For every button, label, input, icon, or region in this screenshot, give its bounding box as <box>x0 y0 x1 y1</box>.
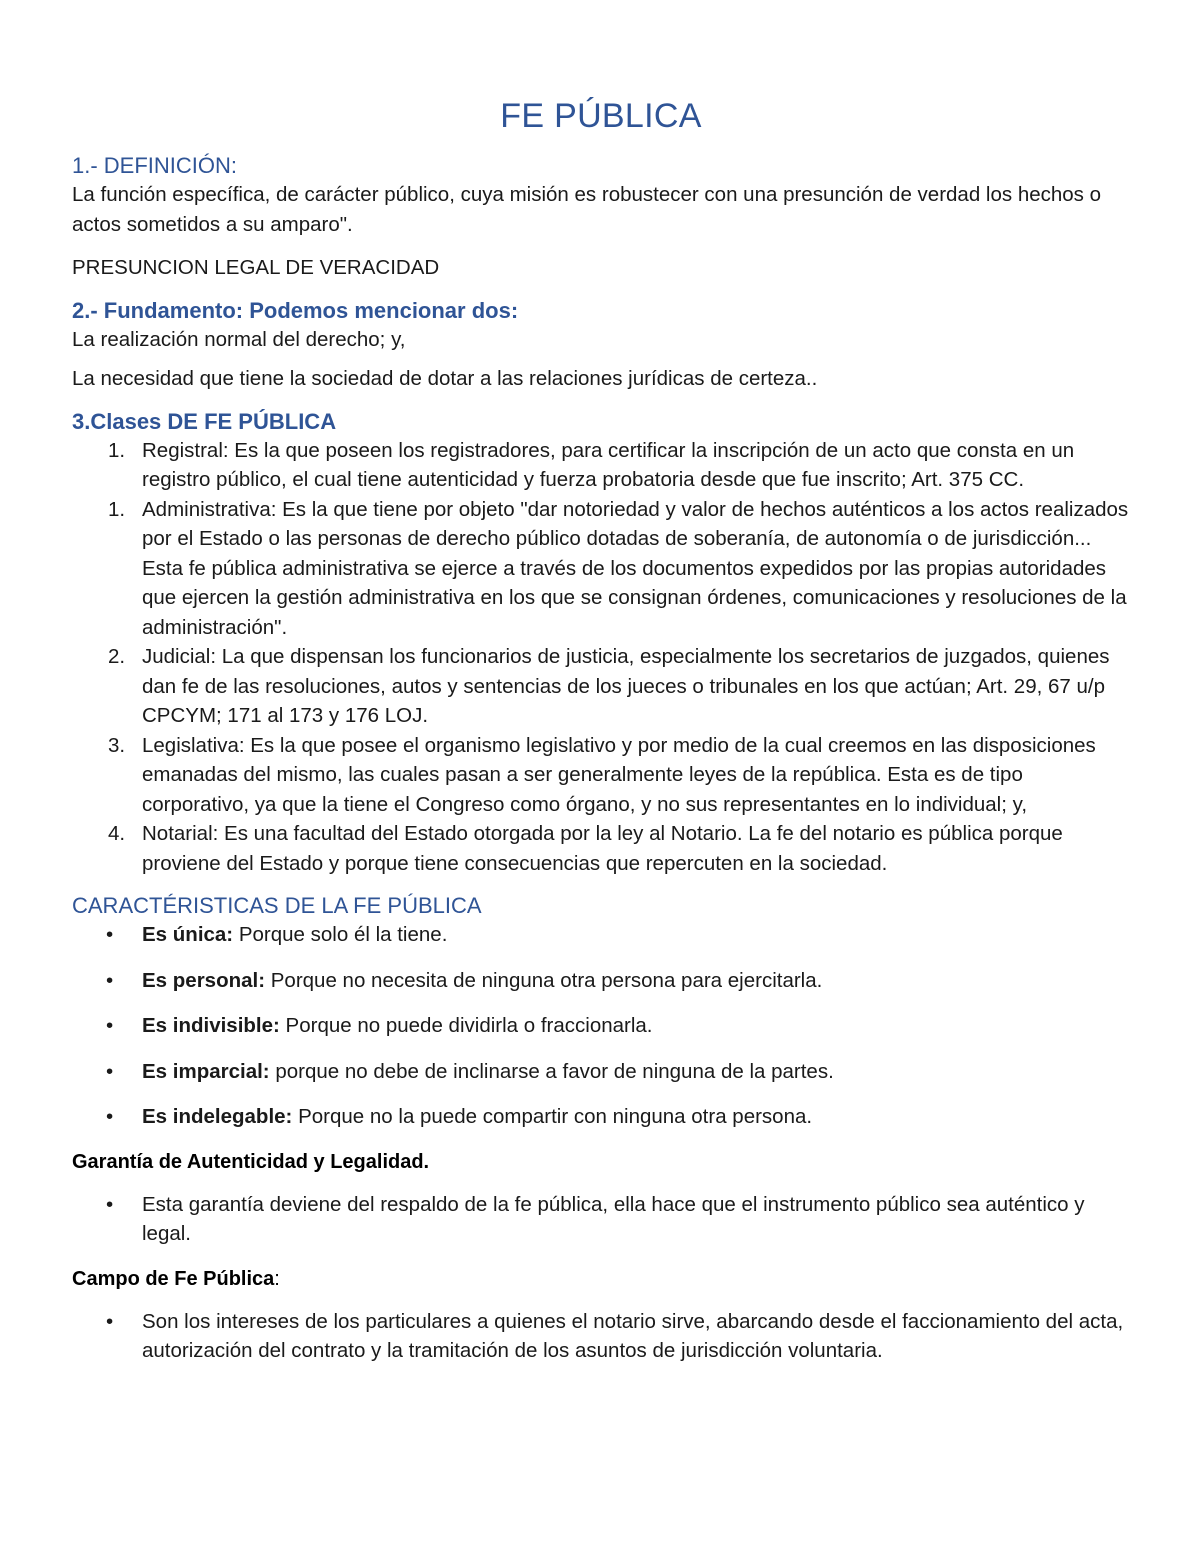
list-item <box>72 1102 1130 1132</box>
list-item <box>72 1057 1130 1087</box>
list-item-label: Es única: <box>142 923 234 946</box>
list-item-label: Es indelegable: <box>142 1105 293 1128</box>
list-item-label: Es indivisible: <box>142 1014 280 1037</box>
list-item-text: Esta garantía deviene del respaldo de la fe pública, ella hace que el instrumento público sea auténtico y legal. <box>142 1192 1085 1245</box>
section-clases <box>72 408 1130 879</box>
list-item <box>72 920 1130 950</box>
list-item-text: Porque no la puede compartir con ninguna otra persona. <box>292 1105 813 1128</box>
section-fundamento <box>72 297 1130 394</box>
list-number: 2. <box>108 645 126 668</box>
section-campo <box>72 1265 1130 1366</box>
list-item <box>72 1307 1130 1366</box>
list-item <box>72 642 1130 731</box>
caracteristicas-list <box>72 920 1130 1132</box>
list-item-text: Son los intereses de los particulares a quienes el notario sirve, abarcando desde el faccionamiento del acta, autorización del contrato y la tramitación de los asuntos de jurisdicción voluntaria. <box>142 1309 1124 1362</box>
bullet-icon: • <box>106 1014 114 1037</box>
section-heading-definicion: 1.- DEFINICIÓN: <box>72 153 238 178</box>
section-heading-caracteristicas: CARACTÉRISTICAS DE LA FE PÚBLICA <box>72 893 482 918</box>
list-item-text: porque no debe de inclinarse a favor de ninguna de la partes. <box>269 1059 834 1083</box>
bullet-icon: • <box>106 1192 114 1216</box>
section-heading-fundamento: 2.- Fundamento: Podemos mencionar dos: <box>72 297 519 323</box>
list-item-text: Registral: Es la que poseen los registradores, para certificar la inscripción de un acto que consta en un registro público, el cual tiene autenticidad y fuerza probatoria desde que fue inscrito; Art. 375 CC. <box>142 438 1075 491</box>
list-item-text: Porque no necesita de ninguna otra persona para ejercitarla. <box>265 968 823 992</box>
list-number: 3. <box>108 733 126 757</box>
section-garantia <box>72 1148 1130 1249</box>
definicion-note: PRESUNCION LEGAL DE VERACIDAD <box>72 256 440 279</box>
list-item <box>72 1011 1130 1041</box>
section-heading-clases: 3.Clases DE FE PÚBLICA <box>72 408 337 434</box>
list-item <box>72 1190 1130 1249</box>
fundamento-paragraph-2: La necesidad que tiene la sociedad de dotar a las relaciones jurídicas de certeza.. <box>72 367 818 390</box>
list-item <box>72 436 1130 495</box>
list-item <box>72 819 1130 878</box>
bullet-icon: • <box>106 1309 114 1333</box>
list-item-text: Porque no puede dividirla o fraccionarla. <box>279 1014 653 1037</box>
list-number: 1. <box>108 497 126 521</box>
list-item <box>72 966 1130 996</box>
list-item <box>72 495 1130 643</box>
list-item-label: Es imparcial: <box>142 1059 270 1083</box>
campo-heading-suffix: : <box>274 1267 280 1290</box>
list-item <box>72 731 1130 820</box>
section-caracteristicas <box>72 892 1130 1132</box>
section-definicion <box>72 152 1130 283</box>
list-number: 4. <box>108 822 126 845</box>
garantia-list <box>72 1190 1130 1249</box>
bullet-icon: • <box>106 923 114 946</box>
list-item-text: Notarial: Es una facultad del Estado otorgada por la ley al Notario. La fe del notario es pública porque proviene del Estado y porque tiene consecuencias que repercuten en la sociedad. <box>142 822 1063 875</box>
clases-list <box>72 436 1130 879</box>
campo-list <box>72 1307 1130 1366</box>
list-item-text: Porque solo él la tiene. <box>233 923 448 946</box>
bullet-icon: • <box>106 968 114 992</box>
definicion-text: La función específica, de carácter público, cuya misión es robustecer con una presunción de verdad los hechos o actos sometidos a su amparo". <box>72 183 1102 236</box>
campo-heading-text: Campo de Fe Pública <box>72 1267 275 1290</box>
list-item-text: Judicial: La que dispensan los funcionarios de justicia, especialmente los secretarios de juzgados, quienes dan fe de las resoluciones, autos y sentencias de los jueces o tribunales en los que actúan; Art. 29, 67 u/p CPCYM; 171 al 173 y 176 LOJ. <box>142 645 1110 727</box>
list-item-label: Es personal: <box>142 968 266 992</box>
bullet-icon: • <box>106 1059 114 1083</box>
bullet-icon: • <box>106 1105 114 1128</box>
list-item-text: Legislativa: Es la que posee el organismo legislativo y por medio de la cual creemos en las disposiciones emanadas del mismo, las cuales pasan a ser generalmente leyes de la república. Esta es de tipo corporativo, ya que la tiene el Congreso como órgano, y no sus representantes en lo individual; y, <box>142 733 1096 816</box>
section-heading-garantia: Garantía de Autenticidad y Legalidad. <box>72 1150 430 1173</box>
fundamento-paragraph-1: La realización normal del derecho; y, <box>72 327 406 351</box>
document-title: FE PÚBLICA <box>500 97 702 135</box>
list-number: 1. <box>108 438 126 462</box>
list-item-text: Administrativa: Es la que tiene por objeto "dar notoriedad y valor de hechos auténticos a los actos realizados por el Estado o las personas de derecho público dotadas de soberanía, de autonomía o de jurisdicción... Esta fe pública administrativa se ejerce a través de los documentos expedidos por las propias autoridades que ejercen la gestión administrativa en los que se consignan órdenes, comunicaciones y resoluciones de la administración". <box>142 497 1129 639</box>
section-heading-campo <box>72 1265 1130 1293</box>
